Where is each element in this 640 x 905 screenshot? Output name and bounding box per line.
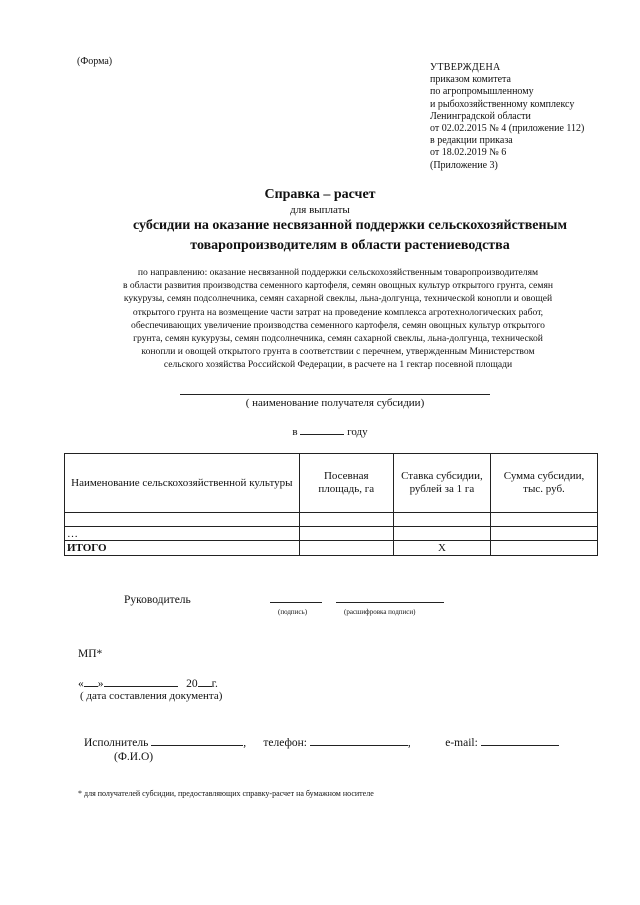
date-open-quote: «	[78, 678, 84, 690]
document-title-detail	[60, 216, 640, 256]
header-rate: Ставка субсидии, рублей за 1 га	[393, 454, 490, 513]
table-cell[interactable]	[299, 513, 393, 527]
direction-line: обеспечивающих увеличение производства семенного картофеля, семян овощных культур открытого	[131, 319, 545, 331]
header-area: Посевная площадь, га	[299, 454, 393, 513]
recipient-name-field[interactable]	[180, 394, 490, 395]
year-prefix: в	[292, 426, 298, 438]
document-title: Справка – расчет	[264, 187, 376, 202]
subsidy-table	[64, 453, 598, 556]
approval-line: в редакции приказа	[430, 135, 513, 147]
table-header-row	[65, 454, 598, 513]
direction-text	[78, 266, 598, 372]
approval-line: по агропромышленному	[430, 86, 534, 98]
direction-line: сельского хозяйства Российской Федерации, в расчете на 1 гектар посевной площади	[163, 359, 513, 371]
approval-line: и рыбохозяйственному комплексу	[430, 98, 575, 110]
total-rate-cell: Х	[393, 541, 490, 556]
seal-place-label: МП*	[78, 648, 103, 660]
table-cell[interactable]	[299, 527, 393, 541]
header-amount: Сумма субсидии, тыс. руб.	[491, 454, 598, 513]
table-cell[interactable]	[393, 527, 490, 541]
phone-label: телефон:	[263, 737, 307, 749]
direction-line: грунта, семян кукурузы, семян подсолнечника, семян сахарной свеклы, льна-долгунца, технической	[133, 333, 543, 345]
executor-field[interactable]	[151, 735, 243, 746]
approval-line: приказом комитета	[430, 74, 511, 86]
date-caption: ( дата составления документа)	[80, 690, 223, 702]
table-cell[interactable]	[65, 513, 300, 527]
table-cell[interactable]	[491, 527, 598, 541]
form-label: (Форма)	[77, 56, 113, 67]
signature-caption: (подпись)	[278, 608, 308, 616]
year-row	[0, 425, 640, 438]
approval-head: УТВЕРЖДЕНА	[430, 62, 501, 73]
head-label: Руководитель	[124, 594, 191, 606]
direction-line: открытого грунта на возмещение части затрат на проведение комплекса агротехнологических работ,	[132, 306, 544, 318]
date-year-prefix: 20	[186, 678, 198, 690]
table-cell-ellipsis[interactable]: …	[65, 527, 300, 541]
year-field[interactable]	[300, 425, 344, 435]
approval-stamp	[430, 62, 584, 172]
date-row	[78, 676, 218, 690]
direction-line: кукурузы, семян подсолнечника, семян сахарной свеклы, льна-долгунца, технической конопли и овощей	[123, 293, 553, 305]
document-subtitle: для выплаты	[290, 204, 350, 216]
recipient-caption: ( наименование получателя субсидии)	[245, 397, 425, 409]
title-line: товаропроизводителям в области растениеводства	[190, 238, 510, 253]
signature-decode-field[interactable]	[336, 602, 444, 603]
date-year-field[interactable]	[198, 676, 212, 687]
total-amount-cell[interactable]	[491, 541, 598, 556]
email-field[interactable]	[481, 735, 559, 746]
signature-field[interactable]	[270, 602, 322, 603]
approval-line: (Приложение 3)	[430, 159, 498, 171]
approval-line: Ленинградской области	[430, 110, 531, 122]
header-crop: Наименование сельскохозяйственной культуры	[65, 454, 300, 513]
day-field[interactable]	[84, 676, 98, 687]
footnote: * для получателей субсидии, предоставляющих справку-расчет на бумажном носителе	[78, 789, 374, 798]
date-year-suffix: г.	[211, 678, 218, 690]
total-area-cell[interactable]	[299, 541, 393, 556]
email-label: e-mail:	[445, 737, 478, 749]
approval-line: от 02.02.2015 № 4 (приложение 112)	[430, 123, 585, 135]
year-suffix: году	[347, 426, 368, 438]
executor-label: Исполнитель	[84, 737, 149, 749]
approval-line: от 18.02.2019 № 6	[430, 147, 507, 159]
signature-decode-caption: (расшифровка подписи)	[344, 608, 416, 616]
date-close-quote: »	[97, 678, 104, 690]
direction-line: в области развития производства семенного картофеля, семян овощных культур открытого грунта, семян	[122, 280, 554, 292]
executor-fio-caption: (Ф.И.О)	[114, 751, 154, 763]
month-field[interactable]	[104, 676, 178, 687]
table-row	[65, 513, 598, 527]
table-cell[interactable]	[491, 513, 598, 527]
total-label: ИТОГО	[65, 541, 300, 556]
direction-line: конопли и овощей открытого грунта в соответствии с перечнем, утвержденным Министерством	[141, 346, 535, 358]
phone-field[interactable]	[310, 735, 408, 746]
table-row	[65, 527, 598, 541]
table-cell[interactable]	[393, 513, 490, 527]
direction-line: по направлению: оказание несвязанной поддержки сельскохозяйственным товаропроизводителям	[137, 267, 539, 278]
executor-row: Исполнитель , телефон: , e-mail:	[84, 735, 559, 749]
table-total-row	[65, 541, 598, 556]
title-line: субсидии на оказание несвязанной поддержки сельскохозяйственым	[132, 218, 568, 233]
